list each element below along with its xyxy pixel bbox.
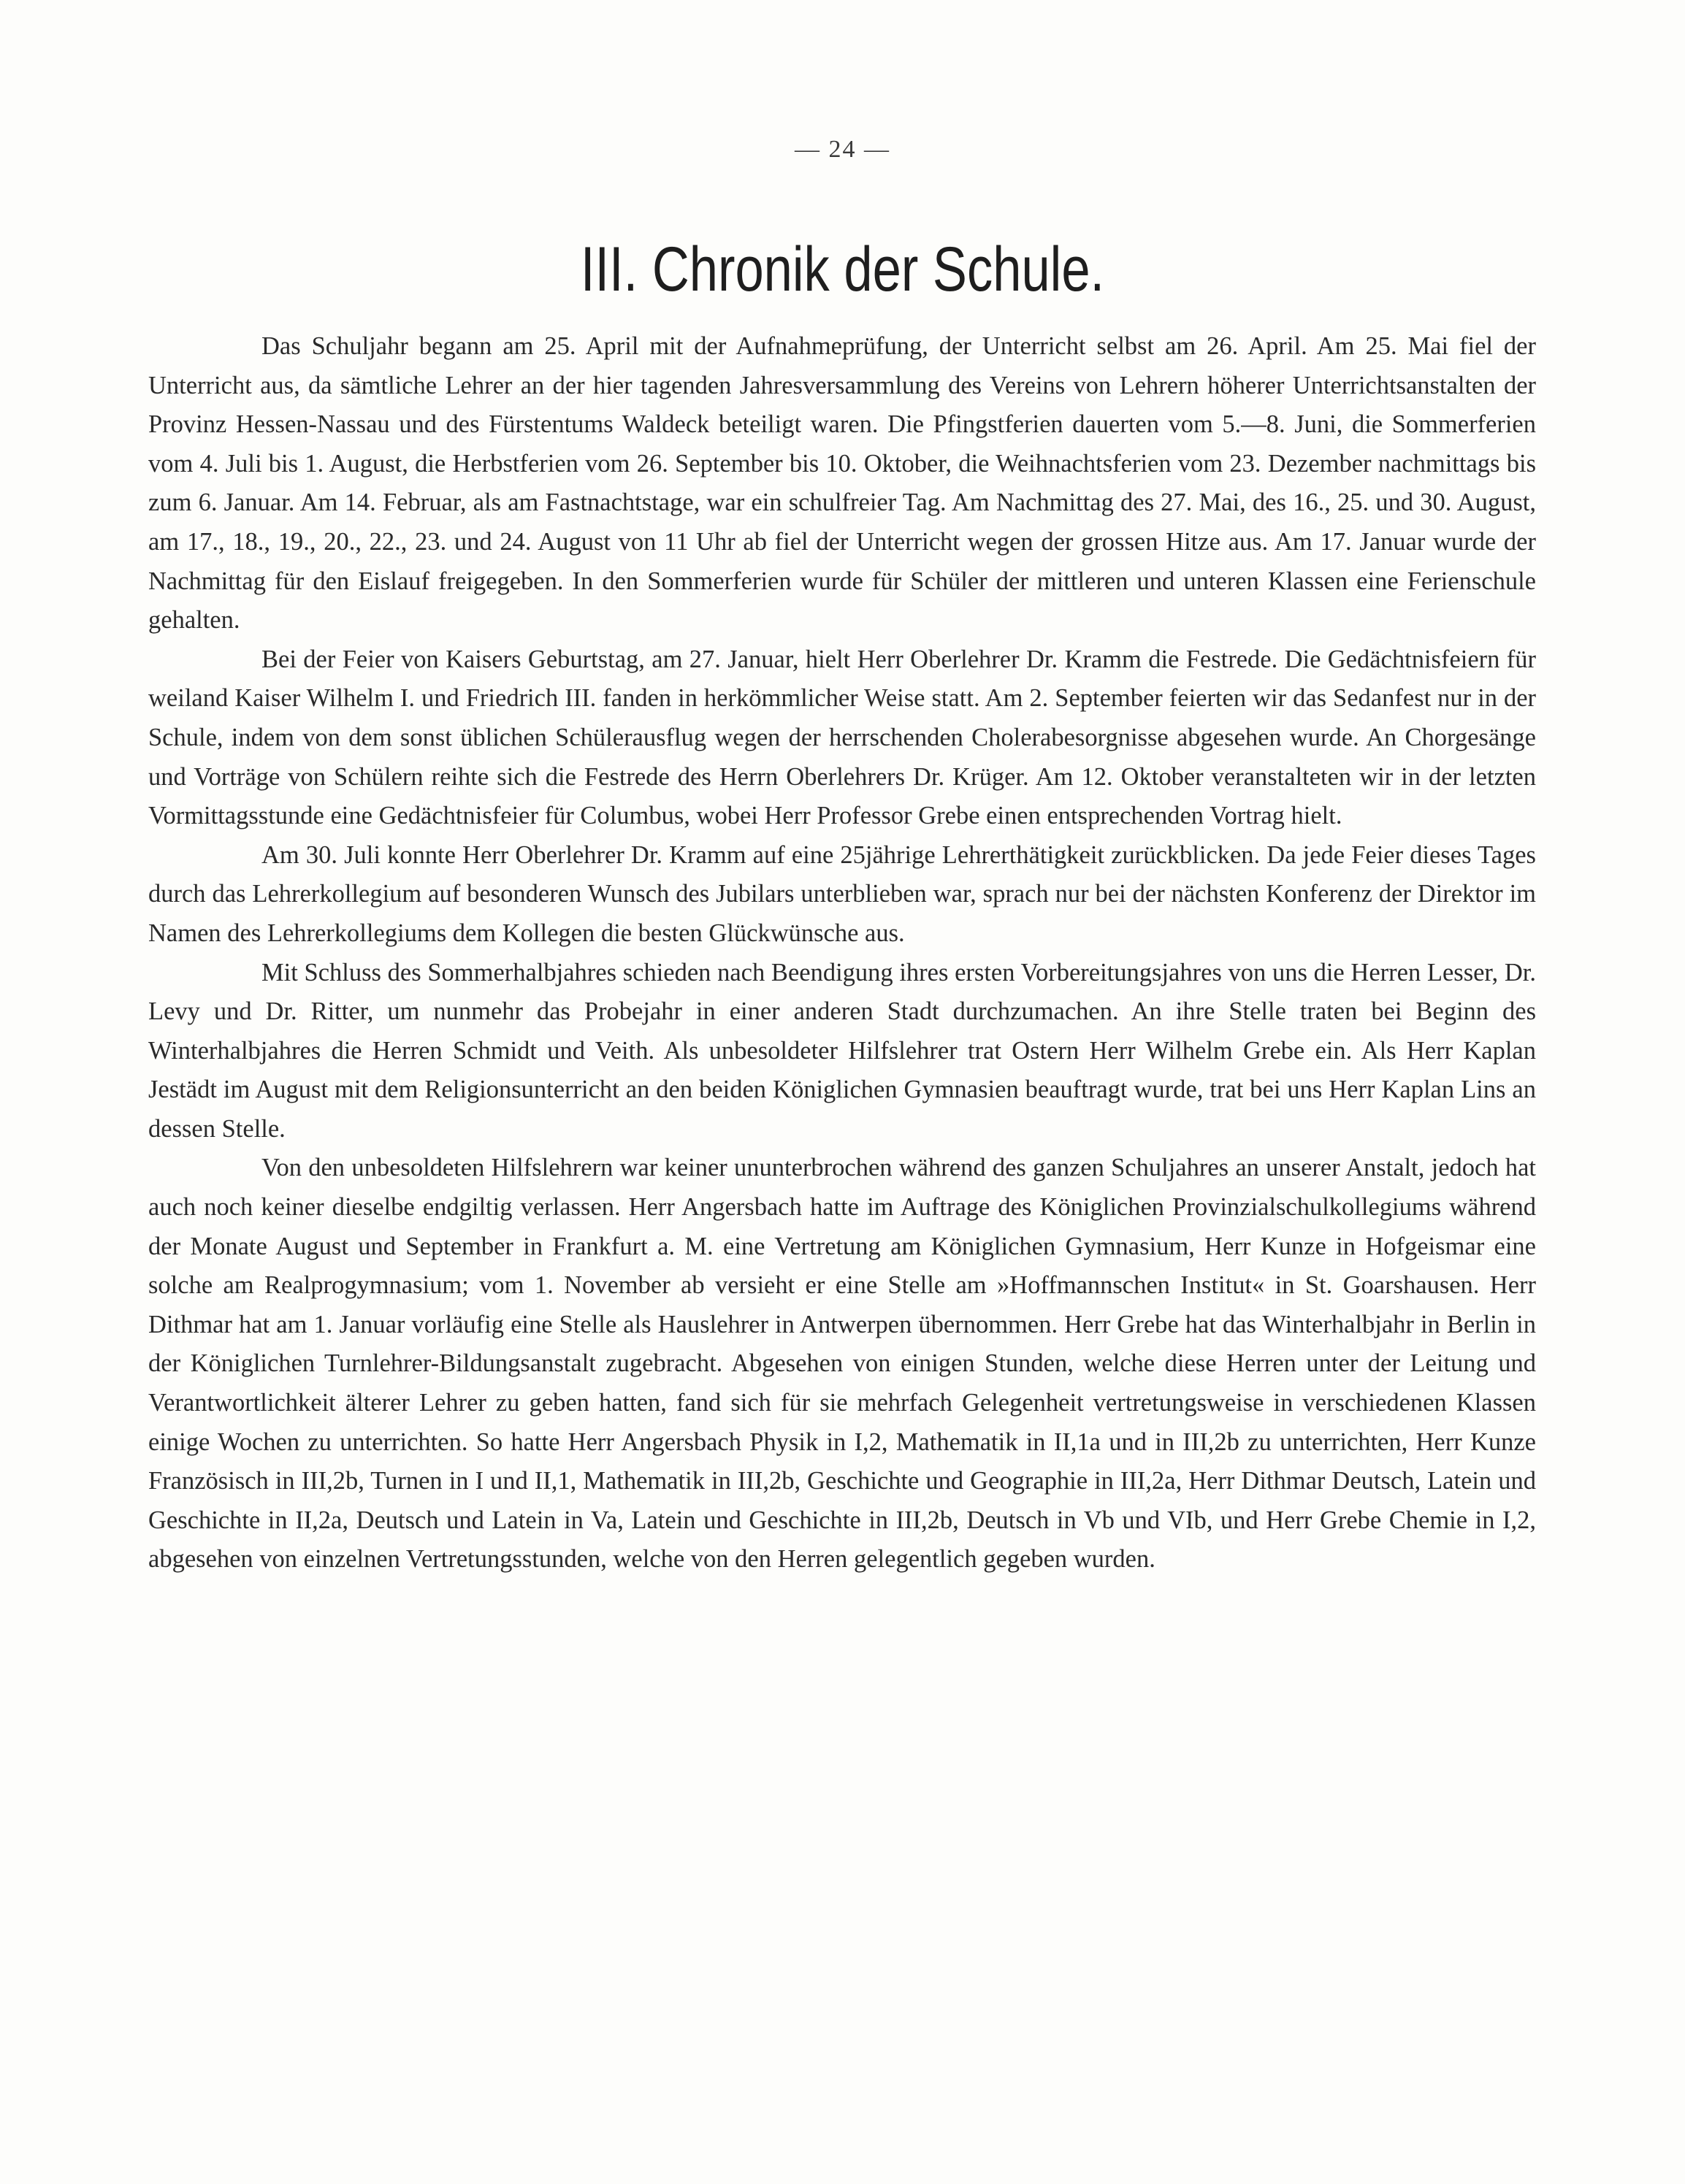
paragraph: Bei der Feier von Kaisers Geburtstag, am 27. Januar, hielt Herr Oberlehrer Dr. Kramm die Festrede. Die Gedächtnisfeiern für weiland Kaiser Wilhelm I. und Friedrich III. fanden in herkömmlicher Weise statt. Am 2. September feierten wir das Sedanfest nur in der Schule, indem von dem sonst üblichen Schülerausflug wegen der herrschenden Cholerabesorgnisse abgesehen wurde. An Chorgesänge und Vorträge von Schülern reihte sich die Festrede des Herrn Oberlehrers Dr. Krüger. Am 12. Oktober veranstalteten wir in der letzten Vormittagsstunde eine Gedächtnisfeier für Columbus, wobei Herr Professor Grebe einen entsprechenden Vortrag hielt. — [148, 645, 1536, 830]
page-title: III. Chronik der Schule. — [580, 234, 1105, 304]
page-number: — 24 — — [795, 136, 890, 163]
paragraph: Am 30. Juli konnte Herr Oberlehrer Dr. Kramm auf eine 25jährige Lehrerthätigkeit zurückblicken. Da jede Feier dieses Tages durch das Lehrerkollegium auf besonderen Wunsch des Jubilars unterblieben war, sprach nur bei der nächsten Konferenz der Direktor im Namen des Lehrerkollegiums dem Kollegen die besten Glückwünsche aus. — [148, 840, 1536, 947]
body-text — [148, 327, 1536, 1579]
paragraph: Mit Schluss des Sommerhalbjahres schieden nach Beendigung ihres ersten Vorbereitungsjahres von uns die Herren Lesser, Dr. Levy und Dr. Ritter, um nunmehr das Probejahr in einer anderen Stadt durchzumachen. An ihre Stelle traten bei Beginn des Winterhalbjahres die Herren Schmidt und Veith. Als unbesoldeter Hilfslehrer trat Ostern Herr Wilhelm Grebe ein. Als Herr Kaplan Jestädt im August mit dem Religionsunterricht an den beiden Königlichen Gymnasien beauftragt wurde, trat bei uns Herr Kaplan Lins an dessen Stelle. — [148, 958, 1536, 1143]
paragraph: Das Schuljahr begann am 25. April mit der Aufnahmeprüfung, der Unterricht selbst am 26. April. Am 25. Mai fiel der Unterricht aus, da sämtliche Lehrer an der hier tagenden Jahresversammlung des Vereins von Lehrern höherer Unterrichtsanstalten der Provinz Hessen-Nassau und des Fürstentums Waldeck beteiligt waren. Die Pfingstferien dauerten vom 5.—8. Juni, die Sommerferien vom 4. Juli bis 1. August, die Herbstferien vom 26. September bis 10. Oktober, die Weihnachtsferien vom 23. Dezember nachmittags bis zum 6. Januar. Am 14. Februar, als am Fastnachtstage, war ein schulfreier Tag. Am Nachmittag des 27. Mai, des 16., 25. und 30. August, am 17., 18., 19., 20., 22., 23. und 24. August von 11 Uhr ab fiel der Unterricht wegen der grossen Hitze aus. Am 17. Januar wurde der Nachmittag für den Eislauf freigegeben. In den Sommerferien wurde für Schüler der mittleren und unteren Klassen eine Ferienschule gehalten. — [148, 332, 1536, 635]
paragraph: Von den unbesoldeten Hilfslehrern war keiner ununterbrochen während des ganzen Schuljahres an unserer Anstalt, jedoch hat auch noch keiner dieselbe endgiltig verlassen. Herr Angersbach hatte im Auftrage des Königlichen Provinzialschulkollegiums während der Monate August und September in Frankfurt a. M. eine Vertretung am Königlichen Gymnasium, Herr Kunze in Hofgeismar eine solche am Realprogymnasium; vom 1. November ab versieht er eine Stelle am »Hoffmannschen Institut« in St. Goarshausen. Herr Dithmar hat am 1. Januar vorläufig eine Stelle als Hauslehrer in Antwerpen übernommen. Herr Grebe hat das Winterhalbjahr in Berlin in der Königlichen Turnlehrer-Bildungsanstalt zugebracht. Abgesehen von einigen Stunden, welche diese Herren unter der Leitung und Verantwortlichkeit älterer Lehrer zu geben hatten, fand sich für sie mehrfach Gelegenheit vertretungsweise in verschiedenen Klassen einige Wochen zu unterrichten. So hatte Herr Angersbach Physik in I,2, Mathematik in II,1a und in III,2b zu unterrichten, Herr Kunze Französisch in III,2b, Turnen in I und II,1, Mathematik in III,2b, Geschichte und Geographie in III,2a, Herr Dithmar Deutsch, Latein und Geschichte in II,2a, Deutsch und Latein in Va, Latein und Geschichte in III,2b, Deutsch in Vb und VIb, und Herr Grebe Chemie in I,2, abgesehen von einzelnen Vertretungsstunden, welche von den Herren gelegentlich gegeben wurden. — [148, 1154, 1536, 1574]
